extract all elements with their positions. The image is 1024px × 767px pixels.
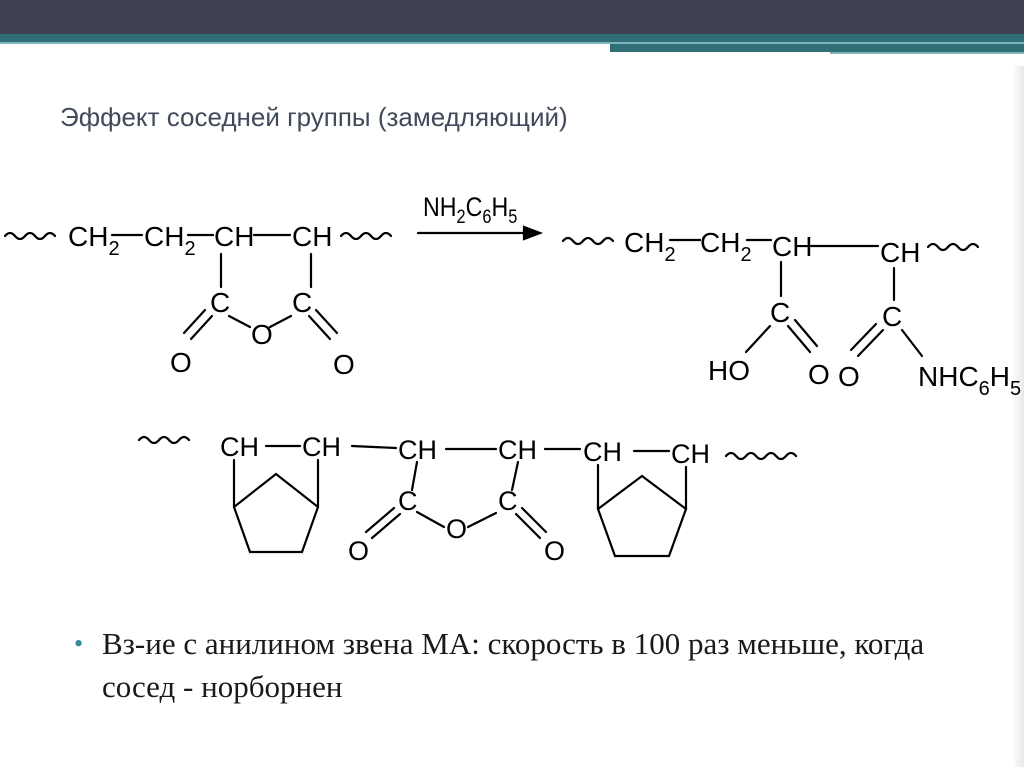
atom-label: CH [772,231,813,262]
bullet-text: Вз-ие с анилином звена МА: скорость в 100 раз меньше, когда сосед - норборнен [102,626,925,704]
bond [468,513,496,527]
double-bond [851,324,876,350]
double-bond [191,316,212,339]
atom-label: C [770,297,791,328]
atom-label: C [882,301,903,332]
atom-label: O [808,359,830,390]
reactant-labels [68,221,355,380]
wavy-chain-end [726,453,796,459]
bond [417,512,444,527]
product-labels [624,227,1021,400]
double-bond [316,310,337,333]
atom-label: $CH_2$ [68,221,120,260]
atom-label: CH [671,439,710,469]
atom-label: O [544,536,566,566]
amide-label: $NHC_6H_5$ [918,361,1022,400]
bond [229,316,250,327]
atom-label: CH [302,432,341,462]
atom-label: O [838,361,860,392]
bond [902,330,922,356]
wavy-chain-end [563,238,613,244]
atom-label: O [251,319,273,350]
atom-label: $CH_2$ [700,227,752,266]
atom-label: O [348,536,370,566]
double-bond [366,508,394,532]
reagent-label: $NH_2C_6H_5$ [423,192,518,228]
cyclopentane-ring [234,474,318,552]
double-bond [858,330,883,356]
atom-label: CH [583,437,622,467]
atom-label: O [333,349,355,380]
double-bond [516,514,540,538]
atom-label: HO [708,355,750,386]
bonds [5,227,978,556]
bond [352,446,396,448]
bond [270,316,291,327]
double-bond [372,514,400,538]
wavy-chain-end [139,437,189,443]
bullet-item [74,622,954,708]
double-bond [309,316,330,339]
reaction-arrowhead [524,227,540,239]
atom-label: CH [220,432,259,462]
atom-label: $CH_2$ [144,221,196,260]
wavy-chain-end [5,233,55,239]
atom-label: CH [292,221,333,252]
bullet-marker: • [74,629,84,658]
atom-label: CH [880,237,921,268]
cyclopentane-ring [598,476,686,556]
atom-label: CH [398,435,437,465]
wavy-chain-end [928,244,978,250]
atom-label: C [292,287,313,318]
atom-label: O [170,347,192,378]
atom-label: C [398,486,418,516]
atom-label: $CH_2$ [624,227,676,266]
double-bond [522,508,546,532]
atom-label: C [210,287,231,318]
atom-label: C [498,486,518,516]
wavy-chain-end [341,233,391,239]
atom-label: CH [498,435,537,465]
atom-label: O [446,514,468,544]
double-bond [795,320,817,346]
slide-title: Эффект соседней группы (замедляющий) [60,102,568,132]
double-bond [184,310,205,333]
double-bond [788,326,810,352]
bond [746,326,770,352]
bullet-list [74,622,954,708]
atom-label: CH [214,221,255,252]
